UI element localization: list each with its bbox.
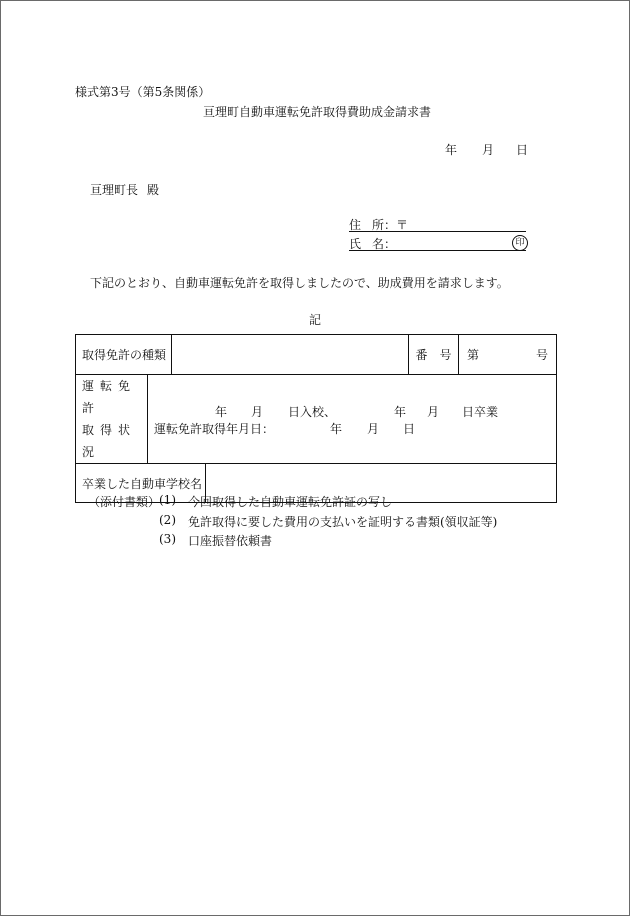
address-field[interactable] [349,216,526,232]
status-row [76,375,557,464]
school-label: 卒業した自動車学校名 [82,476,203,491]
acquired-date-label: 運転免許取得年月日： [154,422,275,436]
dai-label: 第 [467,348,480,362]
enter-month: 月 [251,405,264,419]
address-label-1: 住 [349,218,362,232]
request-statement: 下記のとおり、自動車運転免許を取得しましたので、助成費用を請求します。 [90,276,509,290]
attachment-3-num: (3) [159,532,176,546]
license-type-label: 取得免許の種類 [82,348,167,362]
ki-marker: 記 [309,313,322,327]
attachment-3-text: 口座振替依頼書 [188,534,273,548]
enter-year: 年 [215,405,228,419]
graduated-label: 日卒業 [462,405,499,419]
date-month: 月 [482,143,495,157]
name-label-1: 氏 [349,237,362,251]
name-label-2: 名： [372,237,397,251]
grad-month: 月 [427,405,440,419]
attachment-2-text: 免許取得に要した費用の支払いを証明する書類(領収証等) [188,515,498,529]
status-label-1: 運転免許 [82,379,137,415]
seal-mark: 印 [512,235,528,251]
addressee-name: 亘理町長 [90,183,139,197]
license-type-row [76,335,557,375]
date-day: 日 [516,143,529,157]
acquired-day: 日 [403,422,416,436]
number-input[interactable] [459,335,557,375]
date-year: 年 [445,143,458,157]
address-label-2: 所：〒 [372,218,409,232]
application-table [75,334,557,503]
grad-year: 年 [394,405,407,419]
form-number: 様式第3号（第5条関係） [75,85,211,99]
status-label-cell [76,375,148,464]
acquired-year: 年 [330,422,343,436]
go-label: 号 [536,348,549,362]
license-type-input[interactable] [172,335,409,375]
attachments-label: （添付書類） [88,495,161,509]
name-field[interactable] [349,235,526,251]
attachment-1-num: (1) [159,493,176,507]
number-label-cell [409,335,459,375]
document-title: 亘理町自動車運転免許取得費助成金請求書 [203,105,432,119]
entered-label: 日入校、 [288,405,337,419]
number-label: 番 号 [415,348,452,362]
acquired-month: 月 [367,422,380,436]
license-type-label-cell [76,335,172,375]
addressee-honorific: 殿 [147,183,160,197]
status-input[interactable] [148,375,557,464]
status-label-2: 取得状況 [82,423,137,459]
attachment-1-text: 今回取得した自動車運転免許証の写し [188,495,393,509]
attachment-2-num: (2) [159,513,176,527]
